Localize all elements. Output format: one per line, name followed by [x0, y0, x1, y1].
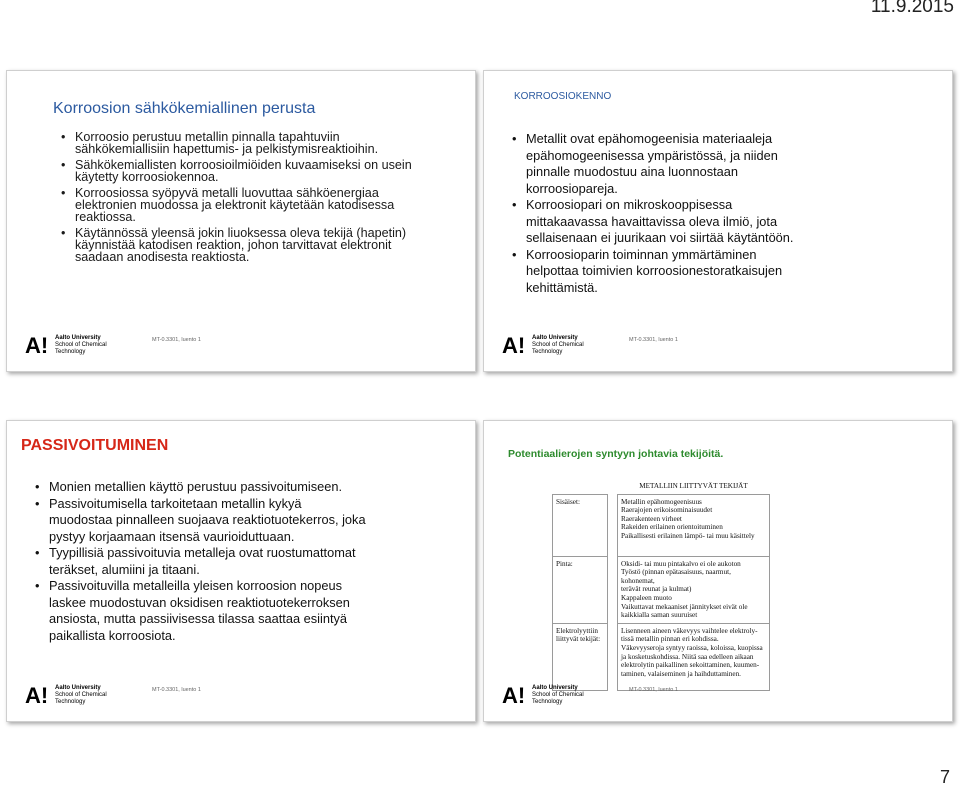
date-header: 11.9.2015 [870, 0, 954, 17]
slide-2 [483, 70, 953, 372]
row-content: Lisenneen aineen väkevyys vaihtelee elektroly- tissä metallin pinnan eri kohdissa. Väkevyyseroja syntyy raoissa, koloissa, kuopissa ja kosketuskohdissa. Niitä saa edelleen aikaan elektrolytin paikallinen sekoittaminen, kuumen- taminen, valaiseminen ja haihduttaminen. [618, 623, 770, 690]
list-item: • Korroosioparin toiminnan ymmärtäminen helpottaa toimivien korroosionestoratkaisujen kehittämistä. [510, 247, 810, 297]
row-content: Metallin epähomogeenisuus Raerajojen erikoisominaisuudet Raerakenteen virheet Rakeiden erilainen orientoituminen Paikallisesti erilainen lämpö- tai muu käsittely [618, 494, 770, 556]
course-code: MT-0.3301, luento 1 [629, 687, 678, 693]
slide-title: Potentiaalierojen syntyyn johtavia tekijöitä. [508, 448, 724, 460]
aalto-logo-text: Aalto University School of Chemical Technology [532, 335, 584, 355]
slide-footer [502, 685, 942, 709]
aalto-logo-text: Aalto University School of Chemical Technology [55, 685, 107, 705]
table-row [553, 556, 770, 623]
page-number: 7 [939, 767, 950, 787]
course-code: MT-0.3301, luento 1 [152, 687, 201, 693]
list-item: • Korroosio perustuu metallin pinnalla tapahtuviin sähkökemiallisiin hapettumis- ja pelkistymisreaktioihin. [59, 131, 429, 155]
bullet-list [33, 479, 368, 644]
list-item: • Sähkökemiallisten korroosioilmiöiden kuvaamiseksi on usein käytetty korroosiokennoa. [59, 159, 429, 183]
aalto-logo: A! [502, 333, 526, 358]
factors-table [552, 481, 942, 691]
list-item: • Monien metallien käyttö perustuu passivoitumiseen. [33, 479, 368, 496]
aalto-logo-text: Aalto University School of Chemical Technology [532, 685, 584, 705]
table-row [553, 494, 770, 556]
aalto-logo: A! [502, 683, 526, 708]
slide-footer [25, 335, 465, 359]
row-label: Sisäiset: [553, 494, 608, 556]
aalto-logo: A! [25, 333, 49, 358]
table-row [553, 623, 770, 690]
slide-3 [6, 420, 476, 722]
slide-title: PASSIVOITUMINEN [21, 437, 169, 454]
table-header: METALLIIN LIITTYVÄT TEKIJÄT [618, 481, 770, 494]
list-item: • Korroosiopari on mikroskooppisessa mittakaavassa havaittavissa oleva ilmiö, jota sellaisenaan ei juurikaan voi siirtää käytäntöön. [510, 197, 810, 247]
aalto-logo-text: Aalto University School of Chemical Technology [55, 335, 107, 355]
slide-title: KORROOSIOKENNO [514, 91, 612, 102]
row-label: Pinta: [553, 556, 608, 623]
bullet-list [510, 131, 810, 296]
slide-4 [483, 420, 953, 722]
course-code: MT-0.3301, luento 1 [629, 337, 678, 343]
slide-1 [6, 70, 476, 372]
aalto-logo: A! [25, 683, 49, 708]
list-item: • Passivoitumisella tarkoitetaan metallin kykyä muodostaa pinnalleen suojaava reaktiotuotekerros, joka pystyy korjaamaan itsensä vaurioiduttuaan. [33, 496, 368, 546]
list-item: • Metallit ovat epähomogeenisia materiaaleja epähomogeenisessa ympäristössä, ja niiden pinnalle muodostuu aina luonnostaan korroosiopareja. [510, 131, 810, 197]
slide-footer [502, 335, 942, 359]
slide-footer [25, 685, 465, 709]
bullet-list [59, 131, 429, 263]
course-code: MT-0.3301, luento 1 [152, 337, 201, 343]
row-content: Oksidi- tai muu pintakalvo ei ole aukoton Työstö (pinnan epätasaisuus, naarmut, kohonemat, terävät reunat ja kulmat) Kappaleen muoto Vaikuttavat mekaaniset jännitykset eivät ole kaikkialla saman suuruiset [618, 556, 770, 623]
list-item: • Käytännössä yleensä jokin liuoksessa oleva tekijä (hapetin) käynnistää katodisen reaktion, johon tarvittavat elektronit saadaan anodisesta reaktiosta. [59, 227, 429, 263]
slide-title: Korroosion sähkökemiallinen perusta [53, 100, 316, 117]
list-item: • Tyypillisiä passivoituvia metalleja ovat ruostumattomat teräkset, alumiini ja titaani. [33, 545, 368, 578]
list-item: • Korroosiossa syöpyvä metalli luovuttaa sähköenergiaa elektronien muodossa ja elektronit käytetään katodisessa reaktiossa. [59, 187, 429, 223]
row-label: Elektrolyyttiin liittyvät tekijät: [553, 623, 608, 690]
list-item: • Passivoituvilla metalleilla yleisen korroosion nopeus laskee muodostuvan oksidisen reaktiotuotekerroksen ansiosta, mutta passiivisessa tilassa saattaa esiintyä paikallista korroosiota. [33, 578, 368, 644]
